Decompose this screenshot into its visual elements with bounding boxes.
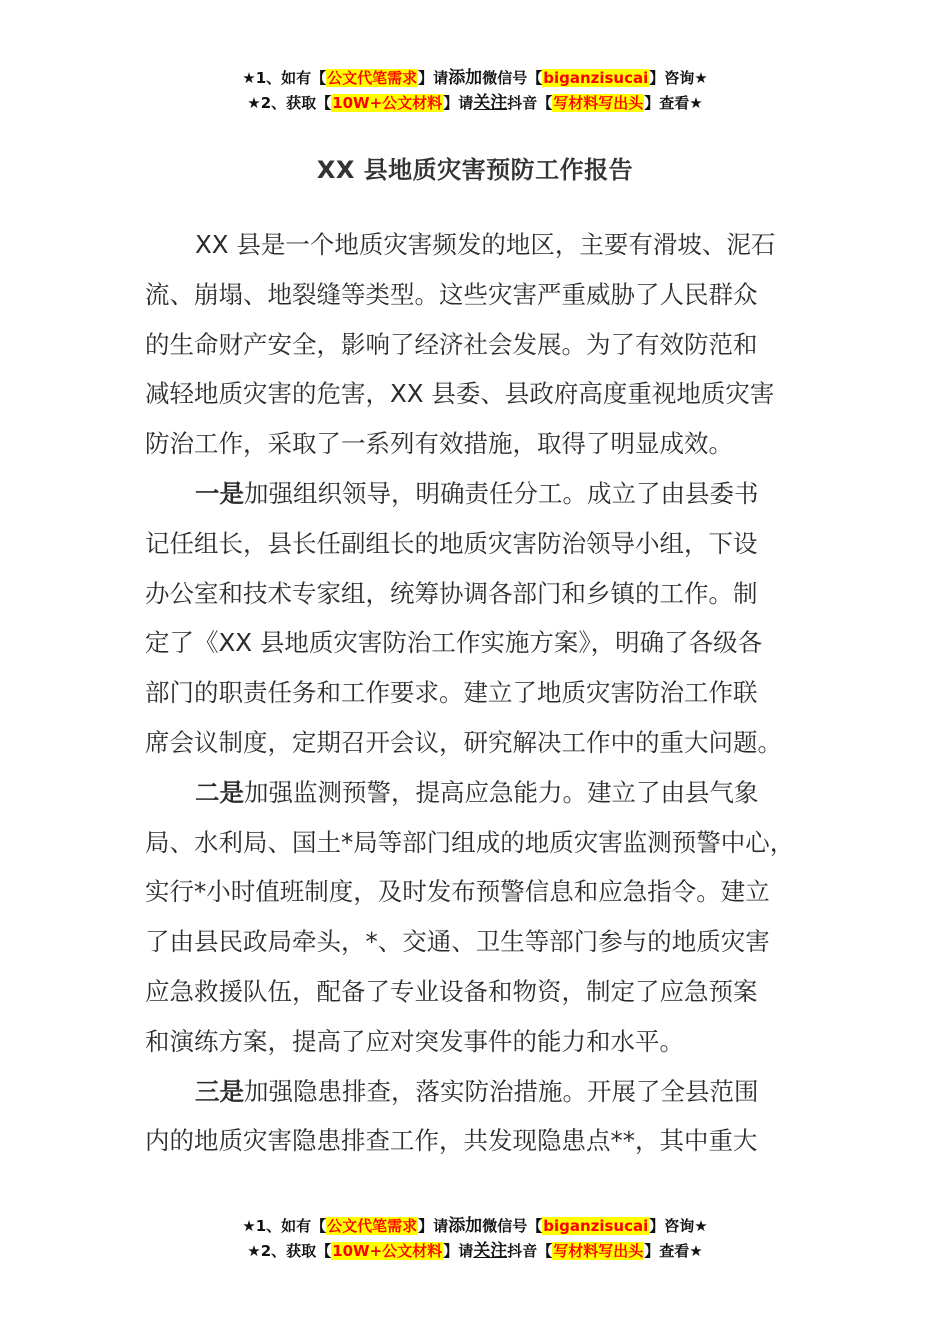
promo-douyin-id: 写材料写出头 (553, 94, 644, 112)
body-line: 减轻地质灾害的危害，XX 县委、县政府高度重视地质灾害 (145, 379, 775, 409)
body-line: XX 县是一个地质灾害频发的地区，主要有滑坡、泥石 (195, 230, 776, 259)
body-line: 了由县民政局牵头，*、交通、卫生等部门参与的地质灾害 (145, 927, 770, 957)
promo-line-2: ★2、获取【10W+公文材料】请关注抖音【写材料写出头】查看★ (247, 93, 703, 113)
promo-wechat-id: biganzisucai (543, 1217, 649, 1235)
paragraph-lead: 一是 (195, 478, 244, 508)
body-line: 席会议制度，定期召开会议，研究解决工作中的重大问题。 (145, 727, 782, 757)
body-line: 的生命财产安全，影响了经济社会发展。为了有效防范和 (145, 329, 758, 359)
body-line: 局、水利局、国土*局等部门组成的地质灾害监测预警中心， (145, 827, 795, 857)
promo-highlight: 10W+公文材料 (332, 1242, 443, 1260)
body-line-lead: 一是加强组织领导，明确责任分工。成立了由县委书 (195, 478, 759, 508)
promo-line-1: ★1、如有【公文代笔需求】请添加微信号【biganzisucai】咨询★ (242, 1216, 708, 1236)
promo-highlight: 公文代笔需求 (327, 69, 418, 87)
paragraph-lead: 三是 (195, 1076, 244, 1106)
body-line: 和演练方案，提高了应对突发事件的能力和水平。 (145, 1026, 684, 1056)
body-line-lead: 二是加强监测预警，提高应急能力。建立了由县气象 (195, 777, 759, 807)
promo-header (0, 66, 950, 116)
promo-highlight: 公文代笔需求 (327, 1217, 418, 1235)
promo-footer (0, 1214, 950, 1264)
body-line: 内的地质灾害隐患排查工作，共发现隐患点**，其中重大 (145, 1126, 758, 1156)
paragraph-lead: 二是 (195, 777, 244, 807)
document-title: XX 县地质灾害预防工作报告 (316, 156, 634, 184)
body-line: 定了《XX 县地质灾害防治工作实施方案》，明确了各级各 (145, 628, 763, 658)
body-line: 办公室和技术专家组，统筹协调各部门和乡镇的工作。制 (145, 578, 758, 608)
body-line: 部门的职责任务和工作要求。建立了地质灾害防治工作联 (145, 678, 758, 708)
body-line: 实行*小时值班制度，及时发布预警信息和应急指令。建立 (145, 877, 770, 907)
body-line: 防治工作，采取了一系列有效措施，取得了明显成效。 (145, 429, 733, 459)
promo-line-1: ★1、如有【公文代笔需求】请添加微信号【biganzisucai】咨询★ (242, 68, 708, 88)
body-line: 流、崩塌、地裂缝等类型。这些灾害严重威胁了人民群众 (145, 279, 758, 309)
document-body (145, 220, 815, 1166)
promo-douyin-id: 写材料写出头 (553, 1242, 644, 1260)
body-line-lead: 三是加强隐患排查，落实防治措施。开展了全县范围 (195, 1076, 759, 1106)
promo-line-2: ★2、获取【10W+公文材料】请关注抖音【写材料写出头】查看★ (247, 1241, 703, 1261)
body-line: 记任组长，县长任副组长的地质灾害防治领导小组，下设 (145, 528, 758, 558)
promo-wechat-id: biganzisucai (543, 69, 649, 87)
body-line: 应急救援队伍，配备了专业设备和物资，制定了应急预案 (145, 976, 758, 1006)
promo-highlight: 10W+公文材料 (332, 94, 443, 112)
